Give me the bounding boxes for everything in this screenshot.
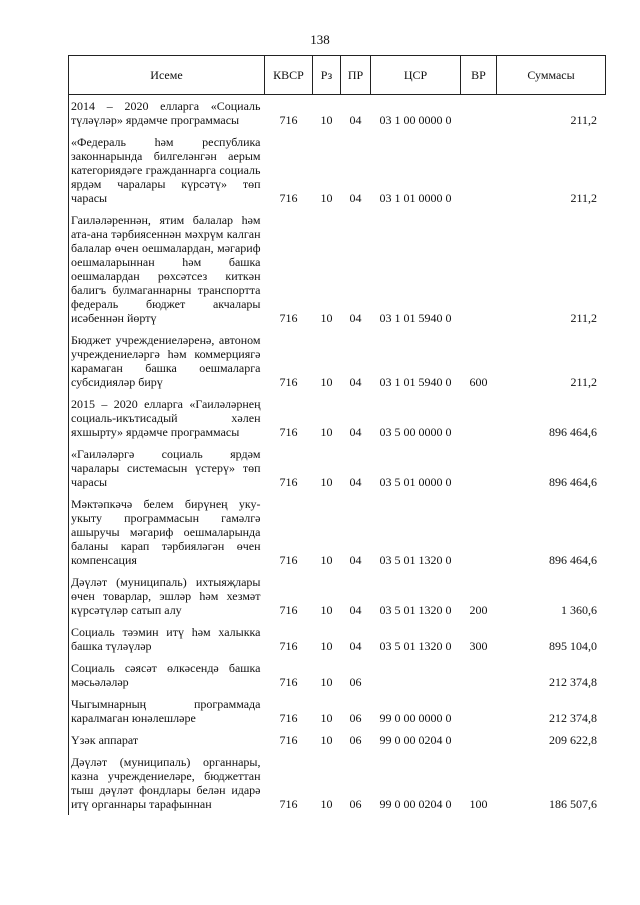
row-sum: 212 374,8 xyxy=(549,711,597,725)
row-rz: 10 xyxy=(320,711,333,725)
row-pr: 06 xyxy=(349,675,362,689)
row-rz: 10 xyxy=(320,639,333,653)
header-vr: ВР xyxy=(461,56,497,95)
row-rz: 10 xyxy=(320,475,333,489)
row-csr xyxy=(371,657,461,693)
row-csr: 03 5 01 1320 0 xyxy=(379,553,452,567)
row-name: 2015 – 2020 елларга «Гаиләләрнең социаль-икътисадый хәлен яхшырту» ярдәмче программасы xyxy=(69,393,265,443)
row-kvsr: 716 xyxy=(279,675,298,689)
table-row xyxy=(69,393,606,443)
row-sum: 211,2 xyxy=(570,113,597,127)
row-pr: 04 xyxy=(349,311,362,325)
row-kvsr: 716 xyxy=(279,603,298,617)
table-row xyxy=(69,693,606,729)
row-rz: 10 xyxy=(320,603,333,617)
row-pr: 04 xyxy=(349,603,362,617)
row-pr: 04 xyxy=(349,475,362,489)
row-sum: 896 464,6 xyxy=(549,475,597,489)
row-rz: 10 xyxy=(320,553,333,567)
table-row xyxy=(69,443,606,493)
row-name: Бюджет учреждениеләренә, автоном учреждениеләргә һәм коммерциягә карамаган башка оешмаларга субсидияләр бирү xyxy=(69,329,265,393)
row-name: Мәктәпкәчә белем бирүнең уку-укыту программасын гамәлгә ашыручы мәгариф оешмаларында баланы карап тәрбияләгән өчен компенсация xyxy=(69,493,265,571)
table-row xyxy=(69,657,606,693)
header-kvsr: КВСР xyxy=(265,56,313,95)
row-vr xyxy=(461,493,497,571)
row-name: Дәүләт (муниципаль) ихтыяҗлары өчен товарлар, эшләр һәм хезмәт күрсәтүләр сатып алу xyxy=(69,571,265,621)
table-row xyxy=(69,571,606,621)
row-csr: 03 1 00 0000 0 xyxy=(379,113,452,127)
row-vr xyxy=(461,131,497,209)
header-rz: Рз xyxy=(313,56,341,95)
row-pr: 04 xyxy=(349,425,362,439)
row-pr: 06 xyxy=(349,733,362,747)
row-name: 2014 – 2020 елларга «Социаль түләүләр» ярдәмче программасы xyxy=(69,95,265,132)
row-vr: 100 xyxy=(469,797,488,811)
header-sum: Суммасы xyxy=(497,56,606,95)
table-row xyxy=(69,621,606,657)
row-csr: 99 0 00 0204 0 xyxy=(379,797,452,811)
table-row xyxy=(69,329,606,393)
row-name: Гаиләләреннән, ятим балалар һәм ата-ана тәрбиясеннән мәхрүм калган балалар өчен оешмалардан, мәгариф оешмаларыннан һәм башка оешмалардан рөхсәтсез киткән балигъ булмаганнарны транспортта федераль бюджет акчалары исәбеннән йөртү xyxy=(69,209,265,329)
row-sum: 1 360,6 xyxy=(561,603,597,617)
row-kvsr: 716 xyxy=(279,191,298,205)
row-name: «Гаиләләргә социаль ярдәм чаралары системасын үстерү» төп чарасы xyxy=(69,443,265,493)
row-csr: 03 1 01 5940 0 xyxy=(379,375,452,389)
table-row xyxy=(69,729,606,751)
row-vr xyxy=(461,657,497,693)
row-rz: 10 xyxy=(320,311,333,325)
row-csr: 99 0 00 0204 0 xyxy=(379,733,452,747)
row-vr xyxy=(461,209,497,329)
row-sum: 211,2 xyxy=(570,311,597,325)
row-sum: 895 104,0 xyxy=(549,639,597,653)
row-kvsr: 716 xyxy=(279,711,298,725)
row-sum: 186 507,6 xyxy=(549,797,597,811)
table-row xyxy=(69,131,606,209)
row-kvsr: 716 xyxy=(279,113,298,127)
header-csr: ЦСР xyxy=(371,56,461,95)
page-number: 138 xyxy=(310,32,330,47)
row-pr: 04 xyxy=(349,553,362,567)
row-kvsr: 716 xyxy=(279,311,298,325)
row-pr: 04 xyxy=(349,639,362,653)
row-vr xyxy=(461,729,497,751)
row-sum: 211,2 xyxy=(570,375,597,389)
row-kvsr: 716 xyxy=(279,733,298,747)
row-csr: 03 5 01 1320 0 xyxy=(379,603,452,617)
row-vr: 300 xyxy=(469,639,488,653)
row-kvsr: 716 xyxy=(279,475,298,489)
row-rz: 10 xyxy=(320,797,333,811)
row-name: Социаль сәясәт өлкәсендә башка мәсьәләләр xyxy=(69,657,265,693)
row-name: Дәүләт (муниципаль) органнары, казна учреждениеләре, бюджеттан тыш дәүләт фондлары белән идарә итү органнары тарафыннан xyxy=(69,751,265,815)
row-pr: 04 xyxy=(349,375,362,389)
row-csr: 03 1 01 5940 0 xyxy=(379,311,452,325)
row-rz: 10 xyxy=(320,113,333,127)
row-rz: 10 xyxy=(320,425,333,439)
row-kvsr: 716 xyxy=(279,425,298,439)
row-sum: 211,2 xyxy=(570,191,597,205)
table-header xyxy=(69,56,606,95)
table-row xyxy=(69,209,606,329)
table-row xyxy=(69,493,606,571)
row-pr: 04 xyxy=(349,191,362,205)
row-sum: 896 464,6 xyxy=(549,425,597,439)
header-name: Исеме xyxy=(69,56,265,95)
row-name: Социаль тәэмин итү һәм халыкка башка түләүләр xyxy=(69,621,265,657)
row-kvsr: 716 xyxy=(279,797,298,811)
table-body xyxy=(69,95,606,816)
row-sum: 896 464,6 xyxy=(549,553,597,567)
header-pr: ПР xyxy=(341,56,371,95)
row-name: «Федераль һәм республика законнарында билгеләнгән аерым категориядәге гражданнарга социаль ярдәм чаралары күрсәтү» төп чарасы xyxy=(69,131,265,209)
row-vr: 200 xyxy=(469,603,488,617)
row-name: Чыгымнарның программада каралмаган юнәлешләре xyxy=(69,693,265,729)
row-sum: 212 374,8 xyxy=(549,675,597,689)
row-rz: 10 xyxy=(320,375,333,389)
row-csr: 03 1 01 0000 0 xyxy=(379,191,452,205)
row-csr: 03 5 01 0000 0 xyxy=(379,475,452,489)
row-csr: 03 5 01 1320 0 xyxy=(379,639,452,653)
row-kvsr: 716 xyxy=(279,375,298,389)
table-row xyxy=(69,95,606,132)
row-kvsr: 716 xyxy=(279,553,298,567)
budget-table xyxy=(68,55,606,815)
row-vr xyxy=(461,393,497,443)
row-rz: 10 xyxy=(320,733,333,747)
row-pr: 04 xyxy=(349,113,362,127)
row-vr: 600 xyxy=(469,375,488,389)
row-pr: 06 xyxy=(349,711,362,725)
row-rz: 10 xyxy=(320,191,333,205)
row-csr: 03 5 00 0000 0 xyxy=(379,425,452,439)
row-rz: 10 xyxy=(320,675,333,689)
row-vr xyxy=(461,693,497,729)
row-vr xyxy=(461,95,497,132)
row-pr: 06 xyxy=(349,797,362,811)
row-sum: 209 622,8 xyxy=(549,733,597,747)
row-name: Үзәк аппарат xyxy=(69,729,265,751)
row-kvsr: 716 xyxy=(279,639,298,653)
row-vr xyxy=(461,443,497,493)
row-csr: 99 0 00 0000 0 xyxy=(379,711,452,725)
table-row xyxy=(69,751,606,815)
